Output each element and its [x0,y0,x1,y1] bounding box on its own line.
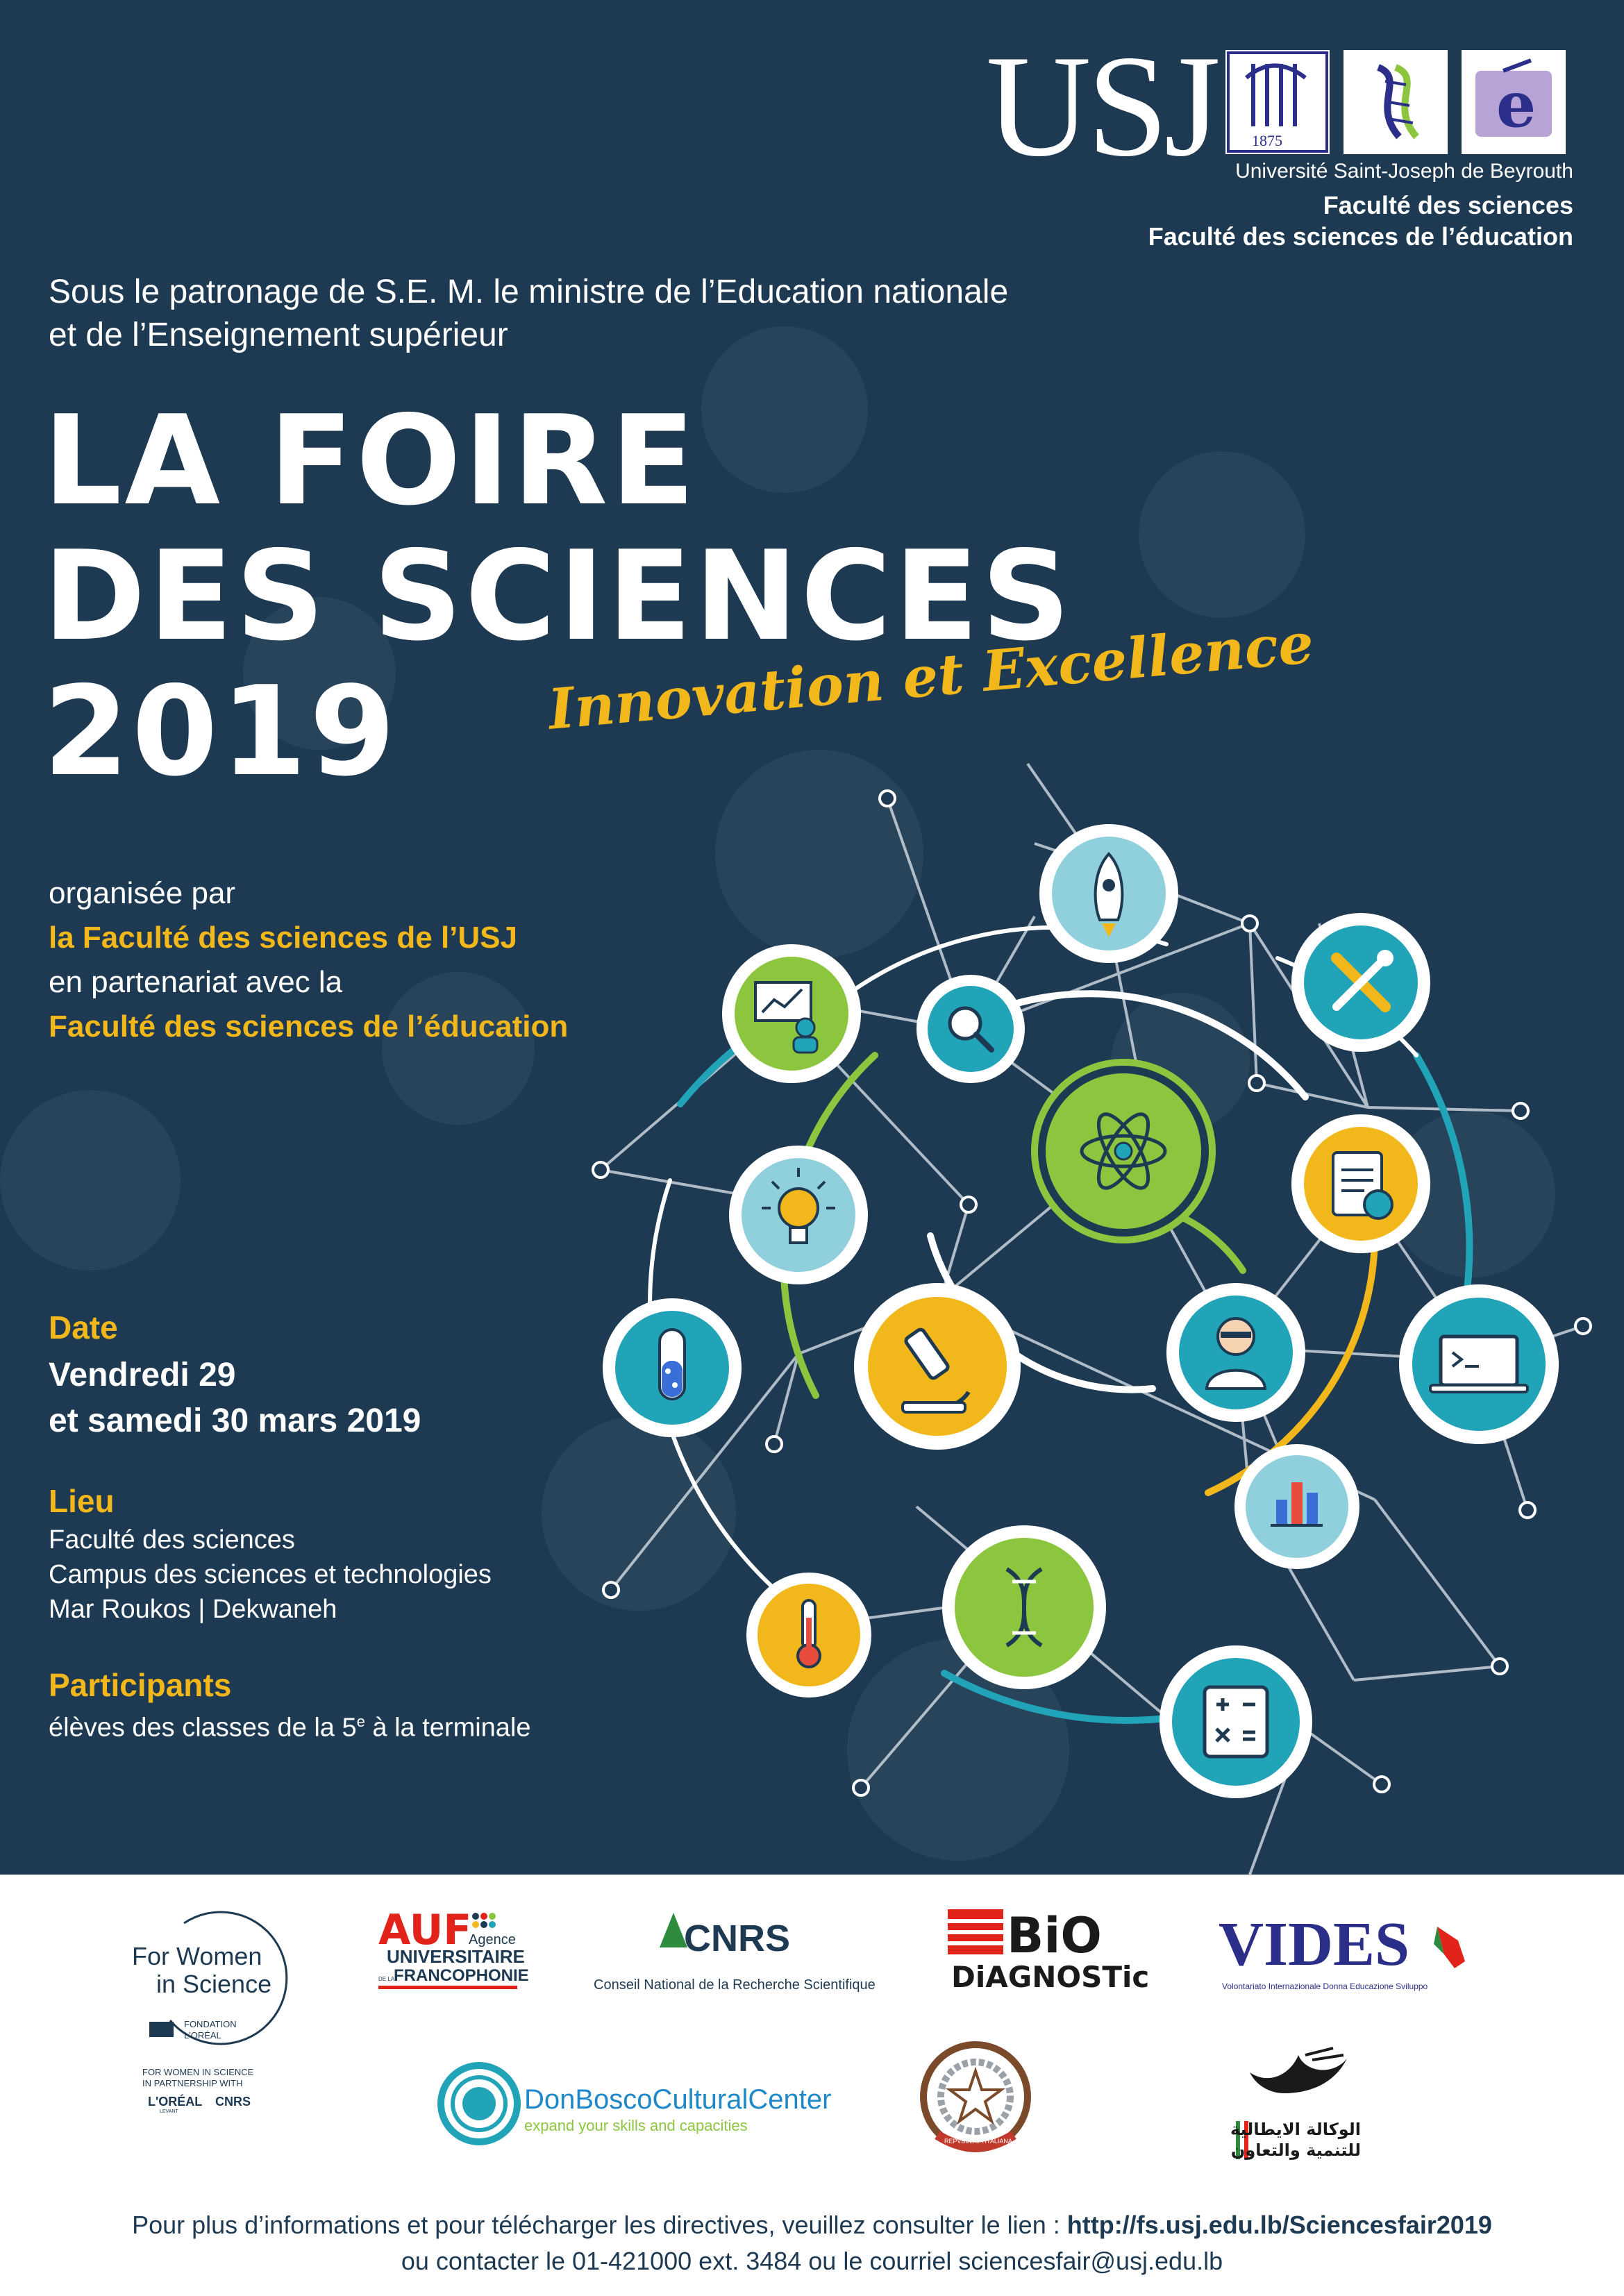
svg-text:expand your skills and capacit: expand your skills and capacities [524,2117,748,2134]
participants-heading: Participants [49,1667,232,1703]
svg-text:L'ORÉAL: L'ORÉAL [184,2030,221,2041]
organisation-line-3: en partenariat avec la [49,965,343,999]
lieu-line-2: Campus des sciences et technologies [49,1560,492,1589]
magnifier-icon [916,975,1025,1083]
italian-republic-emblem [916,2038,1035,2156]
svg-text:FOR WOMEN IN SCIENCE: FOR WOMEN IN SCIENCE [142,2067,254,2077]
test-tube-icon [603,1298,742,1437]
date-heading: Date [49,1309,118,1346]
svg-text:FONDATION: FONDATION [184,2019,237,2029]
university-name: Université Saint-Joseph de Beyrouth [1235,160,1573,183]
faculty-sciences-label: Faculté des sciences [1323,191,1573,219]
svg-text:CNRS: CNRS [215,2095,251,2109]
faculty-education-label: Faculté des sciences de l’éducation [1148,222,1573,251]
patronage-line-1: Sous le patronage de S.E. M. le ministre de l’Education nationale [49,274,1009,310]
svg-text:DonBoscoCulturalCenter: DonBoscoCulturalCenter [524,2084,832,2115]
footer-line-1: Pour plus d’informations et pour télécharger les directives, veuillez consulter le lien : http://fs.usj.edu.lb/Sciencesfair2019 [132,2211,1492,2239]
thermometer-icon [746,1573,871,1698]
atom-icon [1035,1062,1212,1240]
lightbulb-icon [729,1146,868,1284]
bio-diagnostic-logo [948,1907,1150,1994]
svg-text:IN PARTNERSHIP WITH: IN PARTNERSHIP WITH [142,2078,243,2088]
tools-icon [1291,913,1430,1052]
usj-crest-logo [1225,50,1330,154]
calculator-icon [1160,1645,1312,1798]
vides-logo [1219,1910,1482,1996]
title-line-1: LA FOIRE [43,389,698,533]
participants-line: élèves des classes de la 5e à la terminale [49,1713,531,1743]
tagline: Innovation et Excellence [545,610,1316,742]
clipboard-icon [1291,1114,1430,1253]
fwis-partnership-logo [128,2065,295,2114]
svg-text:FRANCOPHONIE: FRANCOPHONIE [394,1966,529,1985]
for-women-in-science-logo [115,1902,295,2041]
italian-cooperation-agency-logo [1229,2045,1368,2166]
svg-text:For Women: For Women [132,1942,262,1970]
organisation-line-4: Faculté des sciences de l’éducation [49,1009,569,1044]
faculty-sciences-logo [1343,50,1448,154]
svg-text:Conseil National de la Recherc: Conseil National de la Recherche Scientifique [594,1977,876,1993]
svg-text:BiO: BiO [1007,1907,1102,1964]
lieu-line-1: Faculté des sciences [49,1525,295,1555]
svg-text:Volontariato Internazionale Do: Volontariato Internazionale Donna Educazione Sviluppo [1222,1981,1428,1991]
patronage-line-2: et de l’Enseignement supérieur [49,317,508,353]
organisation-line-1: organisée par [49,876,236,910]
svg-text:DE LA: DE LA [378,1976,395,1982]
svg-text:AUF: AUF [378,1906,472,1954]
auf-logo [378,1906,531,2003]
title-line-3: 2019 [43,660,399,803]
rocket-icon [1039,824,1178,963]
svg-text:UNIVERSITAIRE: UNIVERSITAIRE [387,1946,525,1967]
svg-text:الوكالة الايطالية: الوكالة الايطالية [1230,2120,1361,2139]
date-line-2: et samedi 30 mars 2019 [49,1402,421,1439]
faculty-education-logo [1462,50,1566,154]
svg-text:e: e [1496,68,1537,142]
info-link[interactable]: http://fs.usj.edu.lb/Sciencesfair2019 [1066,2211,1492,2239]
svg-text:in Science: in Science [156,1970,272,1998]
patronage-text [49,271,1008,357]
svg-text:REPVBBLICA ITALIANA: REPVBBLICA ITALIANA [944,2138,1012,2145]
svg-text:L'ORÉAL: L'ORÉAL [148,2095,203,2109]
bar-chart-icon [1234,1444,1359,1569]
microscope-icon [854,1283,1021,1450]
don-bosco-cultural-center-logo [434,2059,832,2149]
organisation-line-2: la Faculté des sciences de l’USJ [49,921,517,955]
svg-text:Agence: Agence [469,1932,516,1947]
dna-icon [942,1525,1106,1689]
cnrs-logo [590,1906,876,2003]
svg-text:للتنمية والتعاون: للتنمية والتعاون [1230,2140,1361,2160]
svg-text:LEVANT: LEVANT [160,2109,178,2114]
scientist-icon [1166,1283,1305,1422]
svg-text:CNRS: CNRS [684,1918,791,1959]
date-line-1: Vendredi 29 [49,1357,236,1393]
lieu-heading: Lieu [49,1483,115,1519]
usj-wordmark: USJ [986,26,1217,187]
svg-text:DiAGNOSTic: DiAGNOSTic [951,1960,1150,1994]
presentation-icon [722,944,861,1083]
svg-text:1875: 1875 [1252,132,1282,149]
laptop-icon [1399,1284,1559,1444]
lieu-line-3: Mar Roukos | Dekwaneh [49,1595,337,1624]
footer-line-2: ou contacter le 01-421000 ext. 3484 ou le courriel sciencesfair@usj.edu.lb [401,2247,1223,2275]
organisation-block [49,871,568,1049]
svg-text:VIDES: VIDES [1219,1910,1410,1979]
title-line-2: DES SCIENCES [43,524,1073,668]
